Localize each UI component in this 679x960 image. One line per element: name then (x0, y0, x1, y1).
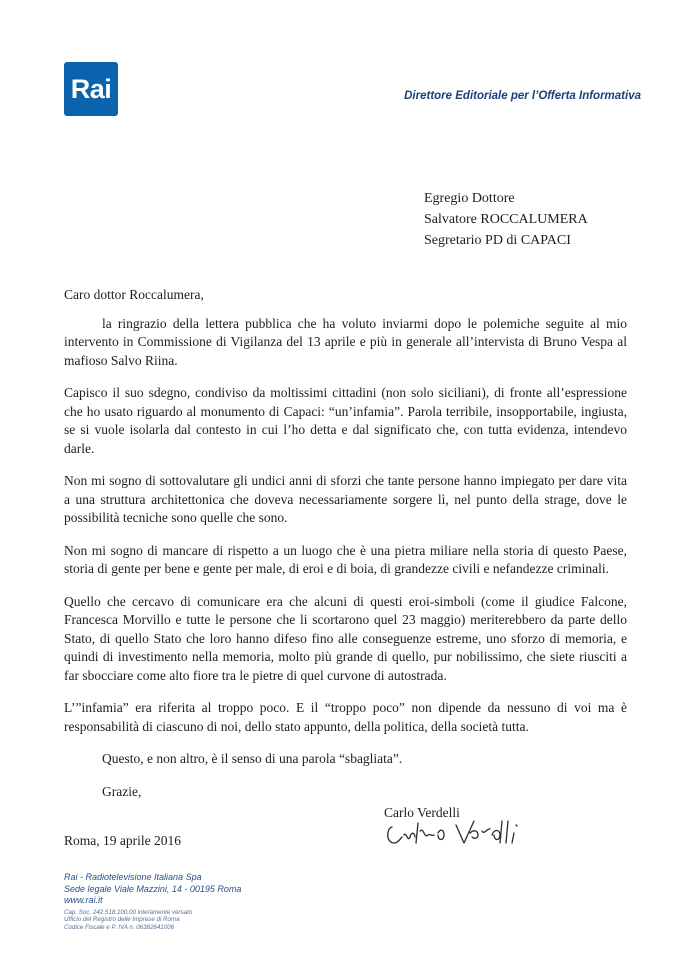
salutation: Caro dottor Roccalumera, (64, 287, 204, 302)
footer-address: Sede legale Viale Mazzini, 14 - 00195 Roma (64, 883, 242, 894)
paragraph-6: L’”infamia” era riferita al troppo poco. E il “troppo poco” non dipende da nessuno di voi ma è responsabilità di ciascuno di noi, dello stato appunto, della politica, della società tutta. (64, 700, 627, 734)
footer-capital: Cap. Soc. 242.518.100,00 interamente versato (64, 908, 193, 916)
footer-company: Rai - Radiotelevisione Italiana Spa (64, 872, 202, 882)
place-date: Roma, 19 aprile 2016 (64, 833, 181, 848)
recipient-line-3: Segretario PD di CAPACI (424, 233, 571, 248)
footer (64, 872, 241, 931)
recipient-line-1: Egregio Dottore (424, 191, 515, 206)
signature-block (384, 805, 564, 849)
header-title: Direttore Editoriale per l’Offerta Informativa (404, 90, 641, 102)
paragraph-4: Non mi sogno di mancare di rispetto a un luogo che è una pietra miliare nella storia di questo Paese, storia di gente per bene e gente per male, di eroi e di boia, di grandezze civili e nefandezze criminali. (64, 542, 627, 576)
closing-thanks: Grazie, (102, 783, 142, 799)
letter-body (64, 286, 627, 815)
paragraph-3: Non mi sogno di sottovalutare gli undici anni di sforzi che tante persone hanno impiegato per dare vita a una struttura architettonica che doveva necessariamente sorgere lì, nel punto della strage, dove le possibilità tecniche sono quelle che sono. (64, 473, 627, 525)
handwritten-signature (384, 813, 544, 849)
footer-tax-id: Codice Fiscale e P. IVA n. 06382641006 (64, 923, 175, 931)
footer-registry: Ufficio del Registro delle Imprese di Roma (64, 916, 180, 924)
paragraph-1: la ringrazio della lettera pubblica che ha voluto inviarmi dopo le polemiche seguite al mio intervento in Commissione di Vigilanza del 13 aprile e più in generale all’intervista di Bruno Vespa al mafioso Salvo Riina. (64, 315, 627, 368)
rai-logo (64, 62, 118, 116)
paragraph-2: Capisco il suo sdegno, condiviso da moltissimi cittadini (non solo siciliani), di fronte all’espressione che ho usato riguardo al monumento di Capaci: “un’infamia”. Parola terribile, insopportabile, ingiusta, se si vuole isolarla dal contesto in cui l’ho detta e dal significato che, con tutta evidenza, intendevo darle. (64, 385, 627, 456)
closing-sentence: Questo, e non altro, è il senso di una parola “sbagliata”. (102, 751, 403, 766)
recipient-line-2: Salvatore ROCCALUMERA (424, 212, 588, 227)
recipient-address (424, 188, 588, 251)
logo-text: Rai (70, 73, 112, 104)
footer-website: www.rai.it (64, 895, 103, 905)
signatory-name: Carlo Verdelli (384, 805, 460, 820)
paragraph-5: Quello che cercavo di comunicare era che alcuni di questi eroi-simboli (come il giudice Falcone, Francesca Morvillo e tutte le persone che li scortarono quel 23 maggio) meriterebbero da parte dello Stato, di quello Stato che loro hanno difeso fino alle conseguenze estreme, uno sforzo di memoria, e quindi di investimento nella memoria, molto più grande di quello, pur nobilissimo, che siete riusciti a far sbocciare come alto fiore tra le pietre di quel curvone di autostrada. (64, 593, 627, 683)
